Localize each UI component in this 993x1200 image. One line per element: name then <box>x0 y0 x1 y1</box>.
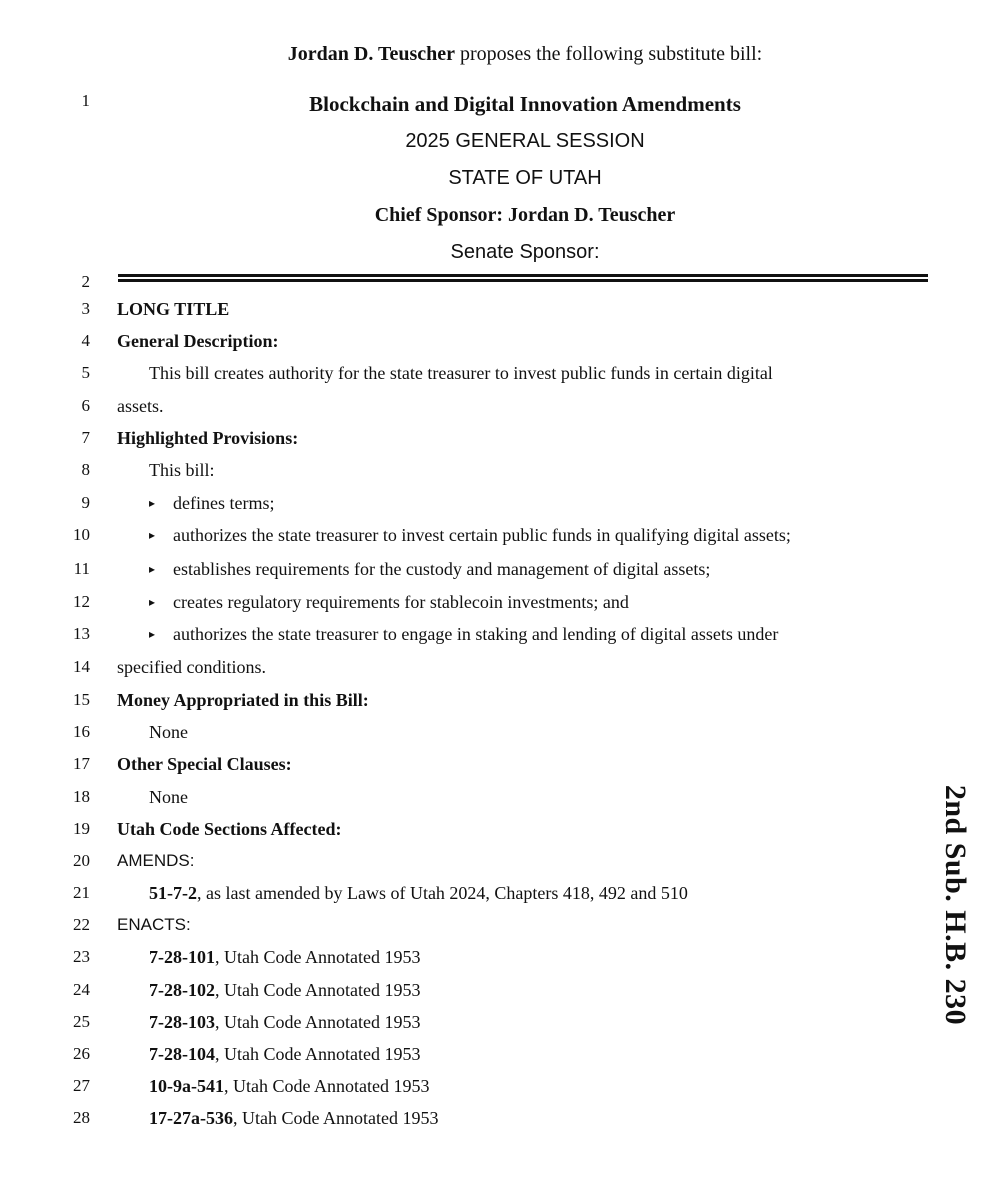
code-section-number: 17-27a-536 <box>149 1108 233 1128</box>
line-number: 2 <box>81 272 90 291</box>
line-number: 21 <box>73 883 90 902</box>
line-number: 22 <box>73 915 90 934</box>
code-section-description: , Utah Code Annotated 1953 <box>215 980 421 1000</box>
code-section-entry <box>149 1011 420 1033</box>
bill-title: Blockchain and Digital Innovation Amendments <box>309 92 741 116</box>
general-description-text: This bill creates authority for the state treasurer to invest public funds in certain digital <box>149 363 773 383</box>
proposer-text: proposes the following substitute bill: <box>455 43 763 65</box>
code-section-number: 7-28-104 <box>149 1044 215 1064</box>
line-number: 8 <box>81 460 90 479</box>
proposer-name: Jordan D. Teuscher <box>287 43 456 65</box>
provision-item <box>149 623 778 645</box>
senate-sponsor: Senate Sponsor: <box>450 241 600 263</box>
line-number: 14 <box>73 657 90 676</box>
code-section-entry <box>149 1075 429 1097</box>
code-section-description: , as last amended by Laws of Utah 2024, Chapters 418, 492 and 510 <box>197 883 688 903</box>
line-number: 25 <box>73 1012 90 1031</box>
enacts-label: ENACTS: <box>117 915 191 934</box>
code-section-description: , Utah Code Annotated 1953 <box>215 947 421 967</box>
code-section-entry <box>149 946 420 968</box>
line-number: 5 <box>81 363 90 382</box>
money-appropriated-value: None <box>149 722 188 742</box>
line-number: 13 <box>73 624 90 643</box>
code-section-entry <box>149 979 420 1001</box>
amends-label: AMENDS: <box>117 851 195 870</box>
bullet-icon: ▸ <box>149 627 156 641</box>
code-section-entry <box>149 882 688 904</box>
line-number: 15 <box>73 690 90 709</box>
code-section-description: , Utah Code Annotated 1953 <box>215 1012 421 1032</box>
session-label: 2025 GENERAL SESSION <box>405 130 645 152</box>
line-number: 12 <box>73 592 90 611</box>
code-section-number: 51-7-2 <box>149 883 197 903</box>
money-appropriated-heading: Money Appropriated in this Bill: <box>117 690 369 710</box>
code-sections-heading: Utah Code Sections Affected: <box>117 819 342 839</box>
line-number: 10 <box>73 525 90 544</box>
state-label: STATE OF UTAH <box>448 167 602 189</box>
special-clauses-heading: Other Special Clauses: <box>117 754 292 774</box>
provision-text: establishes requirements for the custody and management of digital assets; <box>173 559 711 579</box>
line-number: 17 <box>73 754 90 773</box>
line-number: 28 <box>73 1108 90 1127</box>
code-section-number: 7-28-102 <box>149 980 215 1000</box>
line-number: 11 <box>73 559 90 578</box>
proposer-line <box>0 42 993 66</box>
general-description-text: assets. <box>117 396 164 416</box>
line-number: 1 <box>81 91 90 110</box>
line-number: 6 <box>81 396 90 415</box>
line-number: 23 <box>73 947 90 966</box>
line-number: 20 <box>73 851 90 870</box>
bill-number-sidebar: 2nd Sub. H.B. 230 <box>939 784 972 1026</box>
provision-text: defines terms; <box>173 493 275 513</box>
code-section-number: 7-28-103 <box>149 1012 215 1032</box>
special-clauses-value: None <box>149 787 188 807</box>
bullet-icon: ▸ <box>149 562 156 576</box>
line-number: 16 <box>73 722 90 741</box>
long-title-heading: LONG TITLE <box>117 299 230 319</box>
provision-item <box>149 558 710 580</box>
chief-sponsor: Chief Sponsor: Jordan D. Teuscher <box>374 204 676 226</box>
general-description-heading: General Description: <box>117 331 279 351</box>
line-number: 19 <box>73 819 90 838</box>
code-section-description: , Utah Code Annotated 1953 <box>233 1108 439 1128</box>
code-section-number: 10-9a-541 <box>149 1076 224 1096</box>
code-section-entry <box>149 1107 438 1129</box>
line-number: 18 <box>73 787 90 806</box>
provision-text: creates regulatory requirements for stablecoin investments; and <box>173 592 629 612</box>
line-number: 27 <box>73 1076 90 1095</box>
code-section-description: , Utah Code Annotated 1953 <box>215 1044 421 1064</box>
line-number: 26 <box>73 1044 90 1063</box>
highlighted-provisions-intro: This bill: <box>149 460 215 480</box>
provision-text: authorizes the state treasurer to engage in staking and lending of digital assets under <box>173 624 779 644</box>
bullet-icon: ▸ <box>149 496 156 510</box>
highlighted-provisions-heading: Highlighted Provisions: <box>117 428 299 448</box>
bullet-icon: ▸ <box>149 528 156 542</box>
line-number: 9 <box>81 493 90 512</box>
provision-continuation: specified conditions. <box>117 657 266 677</box>
code-section-number: 7-28-101 <box>149 947 215 967</box>
provision-text: authorizes the state treasurer to invest certain public funds in qualifying digital assets; <box>173 525 791 545</box>
line-number: 24 <box>73 980 90 999</box>
line-number: 3 <box>81 299 90 318</box>
line-number: 7 <box>81 428 90 447</box>
line-number: 4 <box>81 331 90 350</box>
bullet-icon: ▸ <box>149 595 156 609</box>
provision-item <box>149 591 629 613</box>
code-section-description: , Utah Code Annotated 1953 <box>224 1076 430 1096</box>
code-section-entry <box>149 1043 420 1065</box>
double-rule-divider <box>118 274 928 282</box>
provision-item <box>149 524 791 546</box>
provision-item <box>149 492 274 514</box>
